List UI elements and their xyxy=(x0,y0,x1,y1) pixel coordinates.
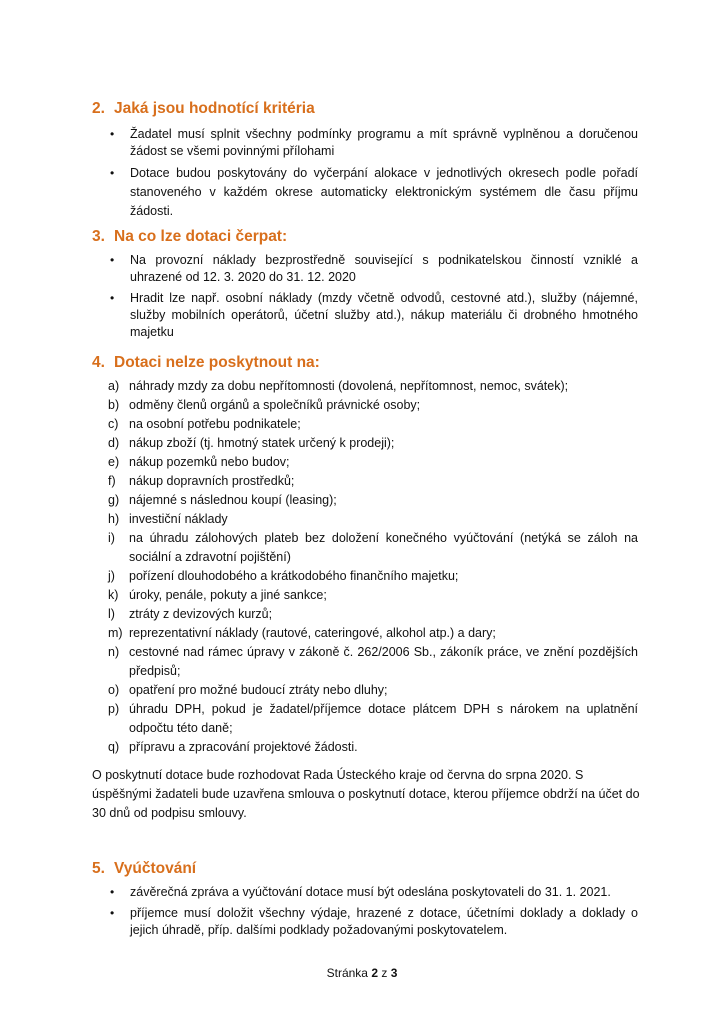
list-item-label: c) xyxy=(108,417,119,431)
list-item xyxy=(108,491,638,510)
list-item-text: na úhradu zálohových plateb bez doložení konečného vyúčtování (netýká se záloh na sociální a zdravotní pojištění) xyxy=(129,531,638,564)
list-item: • závěrečná zpráva a vyúčtování dotace musí být odeslána poskytovateli do 31. 1. 2021. xyxy=(110,884,638,901)
list-item-label: q) xyxy=(108,740,120,754)
list-item xyxy=(108,643,638,681)
list-item-text: úroky, penále, pokuty a jiné sankce; xyxy=(129,588,327,602)
section-3-list xyxy=(110,252,638,345)
list-item-text: nájemné s následnou koupí (leasing); xyxy=(129,493,337,507)
footer-current-page: 2 xyxy=(371,966,379,980)
list-item: • Hradit lze např. osobní náklady (mzdy včetně odvodů, cestovné atd.), služby (nájemné, služby mobilních operátorů, účetní služby atd.), nákup materiálu či drobného hmotného majetku xyxy=(110,290,638,341)
section-3-heading xyxy=(92,228,287,246)
list-item xyxy=(108,681,638,700)
list-item xyxy=(108,624,638,643)
list-item xyxy=(108,738,638,757)
list-item xyxy=(108,605,638,624)
list-item-label: g) xyxy=(108,493,120,507)
section-4-number: 4. xyxy=(92,354,105,371)
list-item-text: nákup zboží (tj. hmotný statek určený k prodeji); xyxy=(129,436,395,450)
list-item-label: n) xyxy=(108,645,120,659)
footer-prefix: Stránka xyxy=(326,966,372,980)
list-item-label: d) xyxy=(108,436,120,450)
footer-separator: z xyxy=(378,966,391,980)
list-item xyxy=(108,472,638,491)
list-item-label: p) xyxy=(108,702,120,716)
list-item xyxy=(108,510,638,529)
section-2-number: 2. xyxy=(92,100,105,117)
list-item xyxy=(108,453,638,472)
list-item-text: na osobní potřebu podnikatele; xyxy=(129,417,301,431)
list-item-label: j) xyxy=(108,569,115,583)
list-item-label: l) xyxy=(108,607,115,621)
list-item-label: f) xyxy=(108,474,116,488)
list-item-text: cestovné nad rámec úpravy v zákoně č. 262/2006 Sb., zákoník práce, ve znění pozdějších předpisů; xyxy=(129,645,638,678)
section-3-title: Na co lze dotaci čerpat: xyxy=(114,228,288,245)
list-item-text: přípravu a zpracování projektové žádosti. xyxy=(129,740,358,754)
list-item-text: nákup dopravních prostředků; xyxy=(129,474,295,488)
list-item: • příjemce musí doložit všechny výdaje, hrazené z dotace, účetními doklady a doklady o jejich úhradě, příp. dalšími podklady požadovanými poskytovatelem. xyxy=(110,905,638,939)
page-footer xyxy=(0,966,724,980)
section-2-list xyxy=(110,126,638,225)
section-5-number: 5. xyxy=(92,860,105,877)
list-item xyxy=(108,434,638,453)
list-item-label: i) xyxy=(108,531,115,545)
list-item-label: k) xyxy=(108,588,119,602)
list-item-label: m) xyxy=(108,626,123,640)
list-item xyxy=(108,700,638,738)
list-item-text: odměny členů orgánů a společníků právnické osoby; xyxy=(129,398,421,412)
list-item-text: úhradu DPH, pokud je žadatel/příjemce dotace plátcem DPH s nárokem na uplatnění odpočtu této daně; xyxy=(129,702,638,735)
decision-paragraph: O poskytnutí dotace bude rozhodovat Rada Ústeckého kraje od června do srpna 2020. S úspěšnými žadateli bude uzavřena smlouva o poskytnutí dotace, kterou příjemce obdrží na účet do 30 dnů od podpisu smlouvy. xyxy=(92,768,640,820)
section-5-list xyxy=(110,884,638,943)
list-item xyxy=(108,415,638,434)
list-item xyxy=(108,529,638,567)
list-item-label: h) xyxy=(108,512,120,526)
list-item xyxy=(108,396,638,415)
list-item-text: investiční náklady xyxy=(129,512,228,526)
list-item-text: náhrady mzdy za dobu nepřítomnosti (dovolená, nepřítomnost, nemoc, svátek); xyxy=(129,379,569,393)
list-item-label: b) xyxy=(108,398,120,412)
list-item: • Na provozní náklady bezprostředně související s podnikatelskou činností vzniklé a uhrazené od 12. 3. 2020 do 31. 12. 2020 xyxy=(110,252,638,286)
list-item xyxy=(108,377,638,396)
list-item-label: a) xyxy=(108,379,120,393)
section-2-heading xyxy=(92,100,315,118)
section-5-title: Vyúčtování xyxy=(114,860,197,877)
section-4-heading xyxy=(92,354,320,372)
list-item xyxy=(108,586,638,605)
list-item-label: o) xyxy=(108,683,120,697)
list-item-text: nákup pozemků nebo budov; xyxy=(129,455,290,469)
list-item-text: reprezentativní náklady (rautové, cateringové, alkohol atp.) a dary; xyxy=(129,626,496,640)
list-item xyxy=(108,567,638,586)
list-item-label: e) xyxy=(108,455,120,469)
section-4-list xyxy=(108,377,638,757)
list-item-text: opatření pro možné budoucí ztráty nebo dluhy; xyxy=(129,683,388,697)
footer-total-pages: 3 xyxy=(390,966,398,980)
list-item-text: ztráty z devizových kurzů; xyxy=(129,607,273,621)
section-5-heading xyxy=(92,860,196,878)
list-item: • Žadatel musí splnit všechny podmínky programu a mít správně vyplněnou a doručenou žádost se všemi povinnými přílohami xyxy=(110,126,638,160)
section-2-title: Jaká jsou hodnotící kritéria xyxy=(114,100,315,117)
section-4-title: Dotaci nelze poskytnout na: xyxy=(114,354,320,371)
list-item: • Dotace budou poskytovány do vyčerpání alokace v jednotlivých okresech podle pořadí stanoveného v každém okrese automaticky elektronickým systémem dle času příjmu žádosti. xyxy=(110,164,638,221)
list-item-text: pořízení dlouhodobého a krátkodobého finančního majetku; xyxy=(129,569,459,583)
section-3-number: 3. xyxy=(92,228,105,245)
